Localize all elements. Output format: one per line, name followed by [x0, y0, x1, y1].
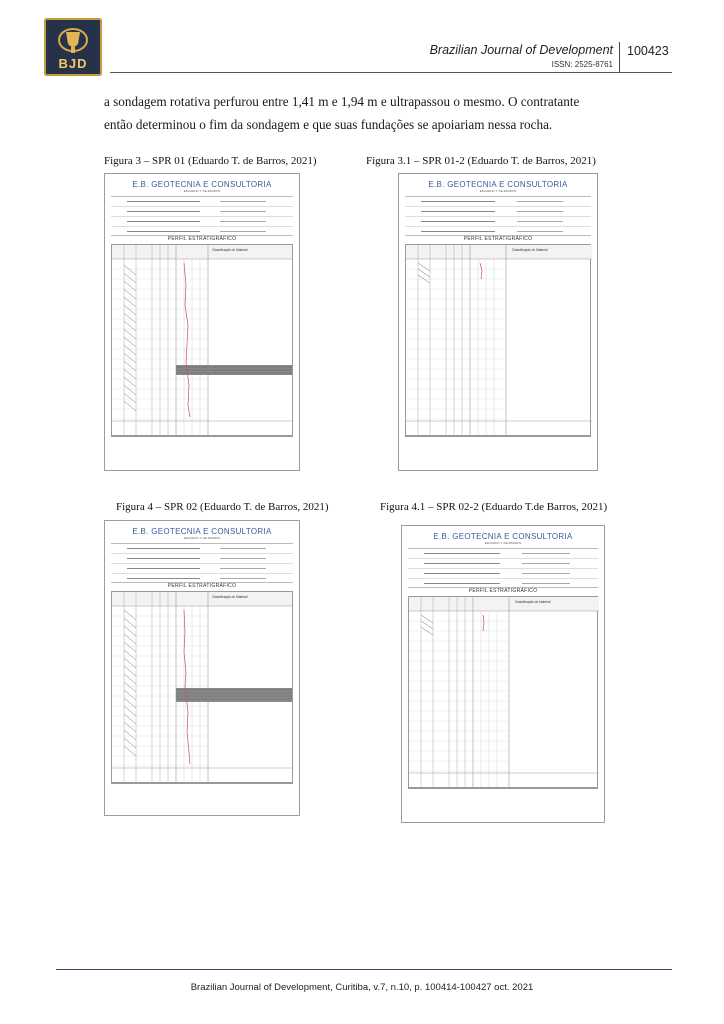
figure-company-name: E.B. GEOTECNIA E CONSULTORIA	[132, 527, 272, 536]
figure-section-title: PERFIL ESTRATIGRÁFICO	[167, 236, 237, 242]
figure-company-name: E.B. GEOTECNIA E CONSULTORIA	[428, 180, 568, 189]
figure-4-1-caption: Figura 4.1 – SPR 02-2 (Eduardo T.de Barros, 2021)	[380, 501, 608, 513]
figure-footer-block	[408, 788, 598, 817]
page-number: 100423	[627, 44, 669, 58]
borehole-table	[111, 591, 293, 783]
figure-footer-block	[405, 436, 591, 465]
figure-section-title: PERFIL ESTRATIGRÁFICO	[468, 588, 538, 594]
figure-company-subtitle: EDUARDO T. DE BARROS	[183, 189, 221, 193]
figure-4-borehole-log	[104, 520, 300, 816]
figure-company-subtitle: EDUARDO T. DE BARROS	[479, 189, 517, 193]
figure-section-title: PERFIL ESTRATIGRÁFICO	[167, 583, 237, 589]
figure-3-borehole-log	[104, 173, 300, 471]
figure-info-block	[408, 548, 598, 588]
logo-text: BJD	[58, 56, 88, 71]
footer-rule	[56, 969, 672, 970]
classification-header: Classificação do Material	[212, 248, 248, 252]
figure-footer-block	[111, 436, 293, 465]
figure-4-caption: Figura 4 – SPR 02 (Eduardo T. de Barros, 2021)	[116, 501, 329, 513]
body-line-1: a sondagem rotativa perfurou entre 1,41 m e 1,94 m e ultrapassou o mesmo. O contratante	[104, 94, 580, 109]
borehole-table	[111, 244, 293, 436]
journal-logo	[44, 18, 102, 76]
borehole-log-drawing	[406, 245, 592, 435]
borehole-log-drawing	[409, 597, 599, 787]
figure-info-block	[111, 543, 293, 583]
issn: ISSN: 2525-8761	[551, 60, 613, 69]
figure-3-1-borehole-log	[398, 173, 598, 471]
borehole-log-drawing	[112, 592, 292, 782]
figure-company-name: E.B. GEOTECNIA E CONSULTORIA	[433, 532, 573, 541]
figure-company-subtitle: EDUARDO T. DE BARROS	[183, 536, 221, 540]
figure-company-subtitle: EDUARDO T. DE BARROS	[484, 541, 522, 545]
journal-title: Brazilian Journal of Development	[429, 43, 613, 57]
borehole-table	[405, 244, 591, 436]
header-divider	[619, 42, 620, 72]
borehole-table	[408, 596, 598, 788]
classification-header: Classificação do Material	[212, 595, 248, 599]
body-paragraph	[104, 90, 624, 136]
figure-company-name: E.B. GEOTECNIA E CONSULTORIA	[132, 180, 272, 189]
figure-footer-block	[111, 783, 293, 812]
borehole-log-drawing	[112, 245, 292, 435]
footer-citation: Brazilian Journal of Development, Curitiba, v.7, n.10, p. 100414-100427 oct. 2021	[190, 982, 534, 993]
figure-4-1-borehole-log	[401, 525, 605, 823]
figure-3-1-caption: Figura 3.1 – SPR 01-2 (Eduardo T. de Barros, 2021)	[366, 155, 596, 167]
figure-3-caption: Figura 3 – SPR 01 (Eduardo T. de Barros, 2021)	[104, 155, 317, 167]
classification-header: Classificação do Material	[515, 600, 551, 604]
header-rule	[110, 72, 672, 73]
classification-header: Classificação do Material	[512, 248, 548, 252]
body-line-2: então determinou o fim da sondagem e que suas fundações se apoiariam nessa rocha.	[104, 117, 553, 132]
figure-section-title: PERFIL ESTRATIGRÁFICO	[463, 236, 533, 242]
figure-info-block	[111, 196, 293, 236]
figure-info-block	[405, 196, 591, 236]
